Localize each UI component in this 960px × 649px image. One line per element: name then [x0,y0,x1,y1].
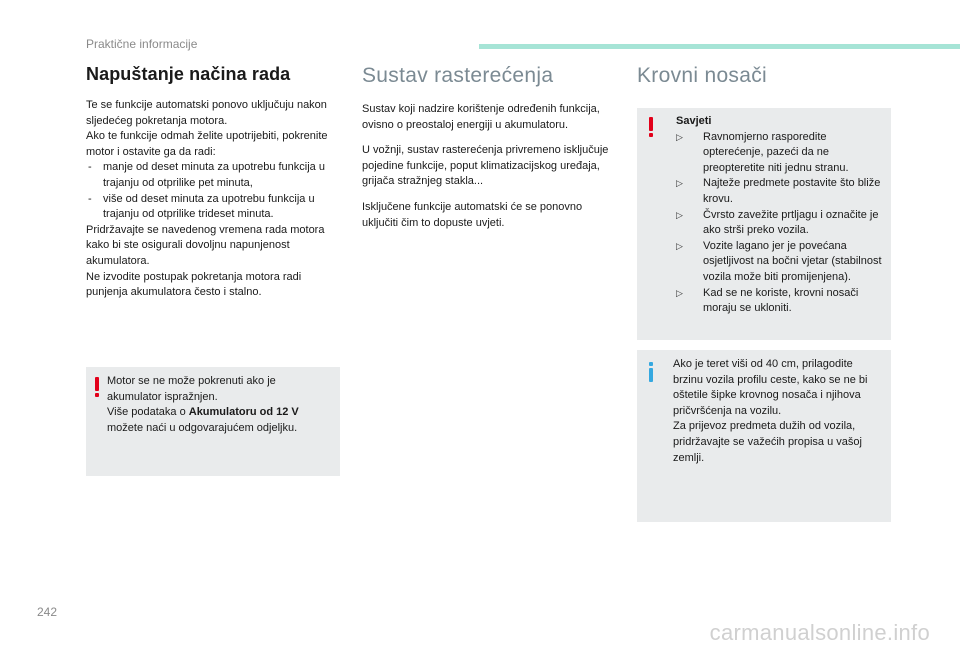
warning-box-battery [86,367,340,476]
info-icon [649,362,655,382]
warning-text-pre: Više podataka o [107,406,189,419]
exit-mode-text [86,98,342,301]
list-item-text: Vozite lagano jer je povećana osjetljivost na bočni vjetar (stabilnost vozila može biti promijenjena). [703,239,882,283]
list-item [676,208,883,239]
advice-list [676,130,883,317]
warning-line [107,405,330,421]
heading-load-shedding: Sustav rasterećenja [362,64,554,87]
section-header-title: Praktične informacije [86,37,198,51]
dash-marker: - [88,192,92,205]
bullet-icon: ▷ [676,209,683,220]
warning-text [107,374,330,436]
list-item [676,286,883,317]
warning-icon [649,117,655,137]
list-item [676,130,883,177]
dash-marker: - [88,161,92,174]
info-text [673,357,881,466]
dash-list-item [86,192,342,223]
text-line: Pridržavajte se navedenog vremena rada motora kako bi ste osigurali dovoljnu napunjenost akumulatora. [86,223,325,267]
list-item-text: Kad se ne koriste, krovni nosači moraju se ukloniti. [703,286,859,315]
heading-roof-bars: Krovni nosači [637,64,767,87]
dash-item-text: manje od deset minuta za upotrebu funkcija u trajanju od otprilike pet minuta, [103,161,325,189]
column-exit-mode [86,64,342,301]
dash-item-text: više od deset minuta za upotrebu funkcija u trajanju od otprilike trideset minuta. [103,192,315,221]
paragraph: Sustav koji nadzire korištenje određenih funkcija, ovisno o preostaloj energiji u akumulatoru. [362,103,600,131]
info-line: Za prijevoz predmeta dužih od vozila, pridržavajte se važećih propisa u vašoj zemlji. [673,420,862,464]
dash-list-item [86,160,342,191]
warning-line: možete naći u odgovarajućem odjeljku. [107,421,298,434]
advice-box [637,108,891,340]
bullet-icon: ▷ [676,131,683,142]
info-line: Ako je teret viši od 40 cm, prilagodite brzinu vozila profilu ceste, kako se ne bi oštetile šipke krovnog nosača i njihova pričvršćenja na vozilu. [673,358,868,417]
battery-reference: Akumulatoru od 12 V [188,406,299,419]
column-load-shedding [362,64,612,231]
heading-exit-mode: Napuštanje načina rada [86,64,291,84]
watermark: carmanualsonline.info [709,620,930,645]
text-line: Ako te funkcije odmah želite upotrijebiti, pokrenite motor i ostavite ga da radi: [86,130,328,158]
column-roof-bars [637,64,892,102]
text-line: Te se funkcije automatski ponovo uključuju nakon sljedećeg pokretanja motora. [86,99,327,127]
list-item-text: Najteže predmete postavite što bliže krovu. [703,177,881,205]
paragraph: Isključene funkcije automatski će se ponovno uključiti čim to dopuste uvjeti. [362,200,583,229]
page-number: 242 [37,605,58,619]
bullet-icon: ▷ [676,178,683,189]
list-item [676,176,883,207]
text-line: Ne izvodite postupak pokretanja motora radi punjenja akumulatora često i stalno. [86,270,302,299]
bullet-icon: ▷ [676,240,683,251]
section-accent-bar [479,44,960,49]
list-item-text: Ravnomjerno rasporedite opterećenje, pazeći da ne preopteretite niti jednu stranu. [703,130,849,174]
list-item [676,239,883,286]
warning-line: Motor se ne može pokrenuti ako je akumulator ispražnjen. [107,375,276,403]
warning-icon [95,377,101,397]
info-box [637,350,891,522]
advice-title: Savjeti [676,115,712,127]
paragraph: U vožnji, sustav rasterećenja privremeno isključuje pojedine funkcije, poput klimatizacijskog uređaja, grijača stražnjeg stakla... [362,144,609,188]
bullet-icon: ▷ [676,287,683,298]
list-item-text: Čvrsto zavežite prtljagu i označite je ako strši preko vozila. [703,208,879,237]
